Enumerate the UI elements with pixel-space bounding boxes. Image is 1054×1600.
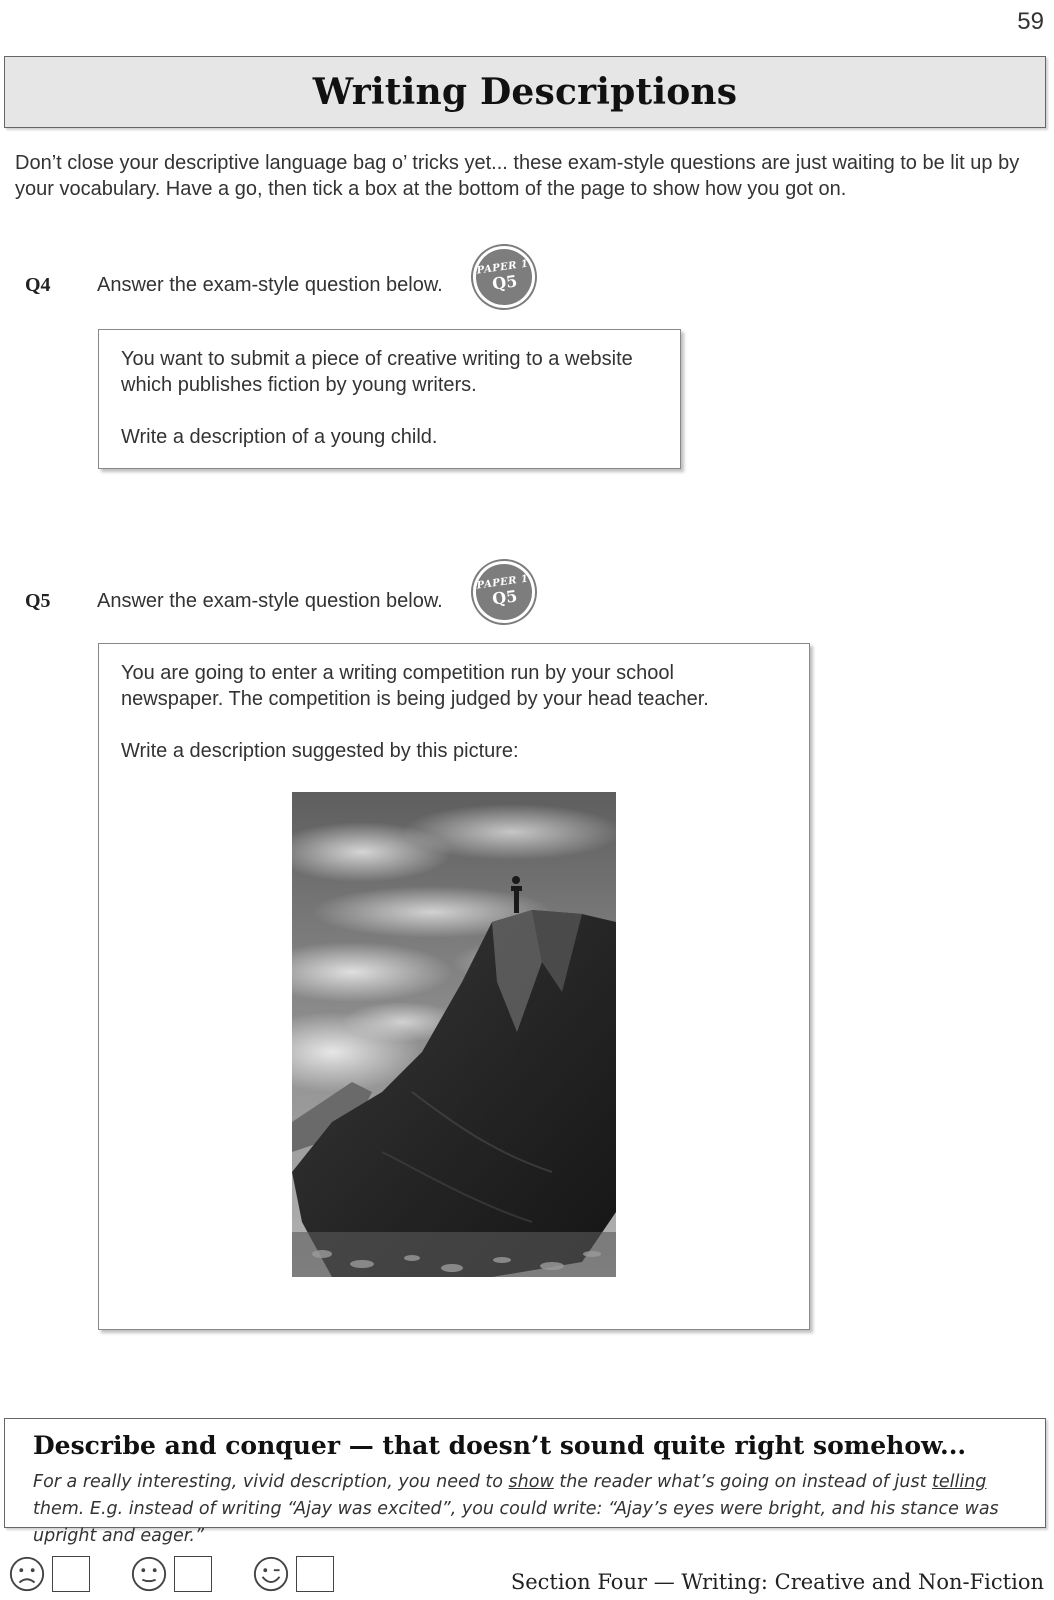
tip-body <box>33 1469 1033 1550</box>
paper-badge-q4 <box>469 242 539 312</box>
question-4-box <box>98 329 681 469</box>
question-5-task: You are going to enter a writing competition run by your school newspaper. The competition is being judged by your head teacher. <box>121 662 709 710</box>
rating-sad <box>8 1555 90 1593</box>
question-5-prompt: Write a description suggested by this picture: <box>121 740 519 762</box>
question-4-instruction: Answer the exam-style question below. <box>97 274 443 296</box>
neutral-face-icon <box>130 1555 168 1593</box>
tip-box <box>4 1418 1046 1546</box>
rating-neutral <box>130 1555 212 1593</box>
page-number: 59 <box>1017 8 1044 35</box>
question-5-label: Q5 <box>25 590 51 612</box>
rating-happy <box>252 1555 334 1593</box>
badge-question-text: Q5 <box>491 271 519 294</box>
rating-checkbox-neutral[interactable] <box>174 1556 212 1592</box>
happy-face-icon <box>252 1555 290 1593</box>
intro-text: Don’t close your descriptive language bag o’ tricks yet... these exam-style questions are just waiting to be lit up by your vocabulary. Have a go, then tick a box at the bottom of the page to show how you got on. <box>15 152 1020 200</box>
paper-badge-q5 <box>469 557 539 627</box>
tip-text-1: For a really interesting, vivid description, you need to <box>33 1472 509 1492</box>
badge-question-text: Q5 <box>491 586 519 609</box>
tip-telling-word: telling <box>932 1472 987 1492</box>
question-4-label: Q4 <box>25 274 51 296</box>
tip-show-word: show <box>508 1472 554 1492</box>
question-5-instruction: Answer the exam-style question below. <box>97 590 443 612</box>
question-4-prompt: Write a description of a young child. <box>121 426 438 448</box>
page-title: Writing Descriptions <box>312 71 738 113</box>
rating-checkbox-sad[interactable] <box>52 1556 90 1592</box>
rating-checkbox-happy[interactable] <box>296 1556 334 1592</box>
tip-text-3: them. E.g. instead of writing “Ajay was excited”, you could write: “Ajay’s eyes were bright, and his stance was upright and eager.” <box>33 1499 999 1546</box>
badge-paper-text: PAPER 1 <box>476 258 530 277</box>
mountain-photo <box>292 792 616 1277</box>
sad-face-icon <box>8 1555 46 1593</box>
section-footer: Section Four — Writing: Creative and Non-Fiction <box>510 1570 1044 1594</box>
badge-paper-text: PAPER 1 <box>476 573 530 592</box>
question-4-task: You want to submit a piece of creative writing to a website which publishes fiction by young writers. <box>121 348 633 396</box>
tip-text-2: the reader what’s going on instead of just <box>553 1472 932 1492</box>
title-bar <box>4 56 1046 128</box>
question-5-box <box>98 643 810 1330</box>
tip-heading: Describe and conquer — that doesn’t sound quite right somehow... <box>33 1431 967 1460</box>
